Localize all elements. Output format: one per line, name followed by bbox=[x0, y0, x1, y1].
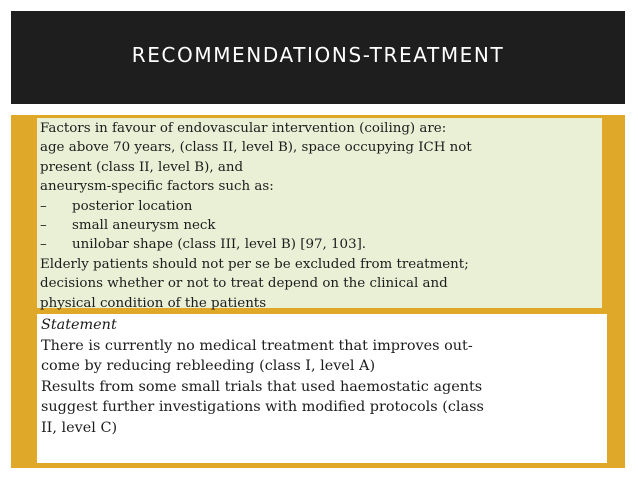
factors-line: age above 70 years, (class II, level B), space occupying ICH not bbox=[40, 140, 472, 156]
factors-box bbox=[37, 118, 602, 311]
statement-heading: Statement bbox=[41, 317, 117, 333]
statement-line: come by reducing rebleeding (class I, level A) bbox=[41, 358, 376, 375]
slide-title: RECOMMENDATIONS-TREATMENT bbox=[131, 43, 505, 67]
bullet-text: posterior location bbox=[72, 198, 193, 214]
factors-closing-line: Elderly patients should not per se be excluded from treatment; bbox=[40, 256, 469, 272]
factors-line: present (class II, level B), and bbox=[40, 159, 244, 175]
bullet-dash: – bbox=[40, 237, 47, 253]
statement-line: Results from some small trials that used haemostatic agents bbox=[41, 378, 483, 395]
statement-line: suggest further investigations with modified protocols (class bbox=[41, 399, 484, 416]
statement-box bbox=[37, 314, 607, 463]
statement-line: There is currently no medical treatment that improves out- bbox=[41, 337, 473, 354]
factors-line: aneurysm-specific factors such as: bbox=[40, 179, 274, 195]
title-bar bbox=[11, 11, 625, 104]
bullet-text: small aneurysm neck bbox=[72, 217, 216, 233]
factor-bullet bbox=[40, 197, 602, 216]
bullet-text: unilobar shape (class III, level B) [97, 103]. bbox=[72, 237, 367, 253]
statement-line: II, level C) bbox=[41, 419, 118, 436]
factors-line: Factors in favour of endovascular intervention (coiling) are: bbox=[40, 121, 447, 136]
bullet-dash: – bbox=[40, 217, 47, 233]
factors-closing-line: decisions whether or not to treat depend on the clinical and bbox=[40, 276, 448, 292]
bullet-dash: – bbox=[40, 198, 47, 214]
factor-bullet bbox=[40, 216, 602, 235]
factors-closing-line: physical condition of the patients bbox=[40, 295, 267, 311]
factor-bullet bbox=[40, 235, 602, 254]
